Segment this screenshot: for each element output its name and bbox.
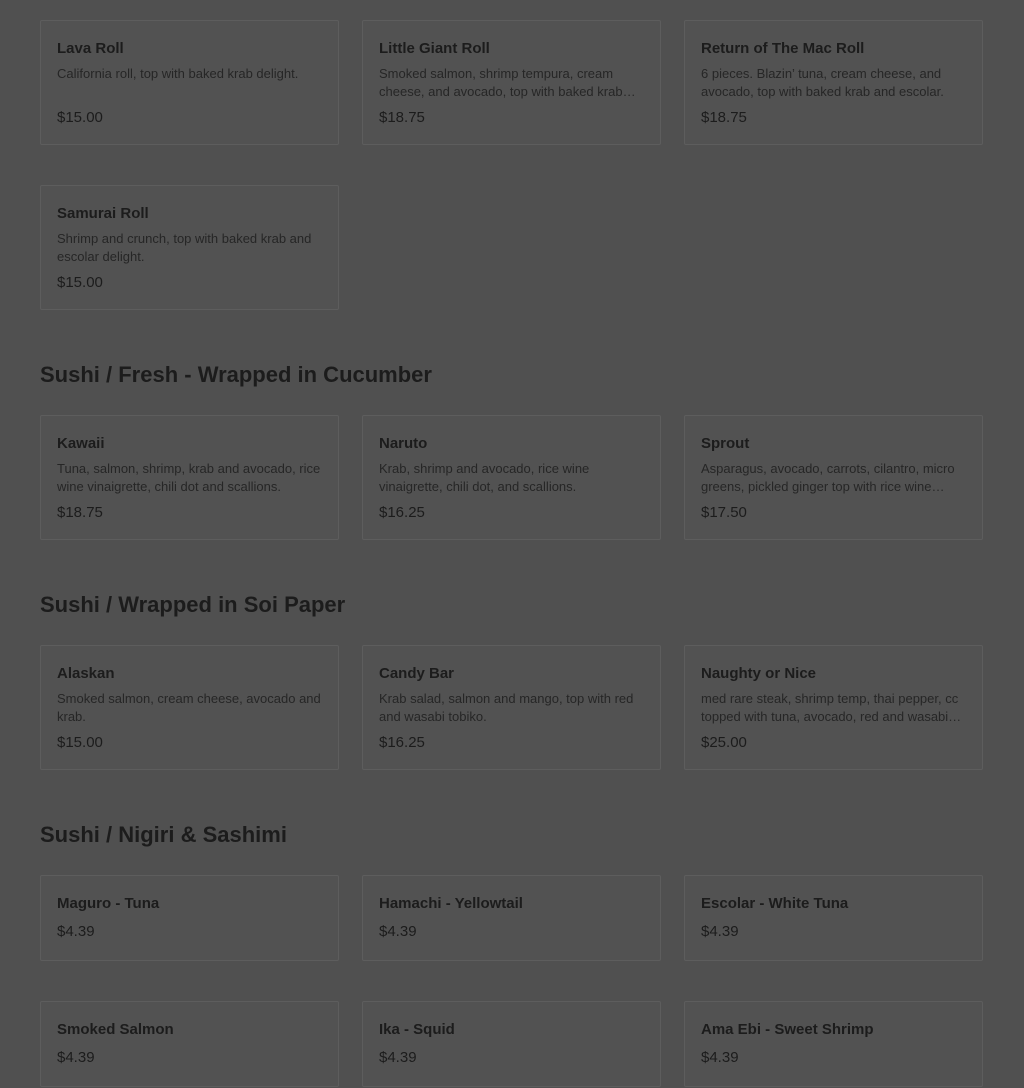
menu-item-description: Asparagus, avocado, carrots, cilantro, micro greens, pickled ginger top with rice wine xyxy=(701,461,955,494)
menu-item-card[interactable] xyxy=(684,20,983,145)
menu-item-price: $4.39 xyxy=(379,923,417,940)
menu-item-price: $17.50 xyxy=(701,504,747,521)
menu-item-card[interactable] xyxy=(40,875,339,961)
menu-item-price: $18.75 xyxy=(701,109,747,126)
menu-item-price: $4.39 xyxy=(57,1049,95,1066)
menu-item-card[interactable] xyxy=(362,415,661,540)
menu-item-price: $15.00 xyxy=(57,109,103,126)
menu-item-description: 6 pieces. Blazin’ tuna, cream cheese, and avocado, top with baked krab and escolar. xyxy=(701,66,944,99)
menu-item-card[interactable] xyxy=(684,875,983,961)
section-title: Sushi / Wrapped in Soi Paper xyxy=(40,592,346,617)
menu-item-description: Tuna, salmon, shrimp, krab and avocado, rice wine vinaigrette, chili dot and scallions. xyxy=(57,461,321,494)
menu-item-price: $15.00 xyxy=(57,734,103,751)
menu-item-price: $4.39 xyxy=(701,1049,739,1066)
menu-item-card[interactable] xyxy=(684,415,983,540)
menu-item-price: $4.39 xyxy=(701,923,739,940)
menu-item-name: Naughty or Nice xyxy=(701,665,817,682)
menu-grid-nigiri xyxy=(40,875,984,1087)
menu-item-card[interactable] xyxy=(40,415,339,540)
menu-item-card[interactable] xyxy=(362,645,661,770)
menu-item-name: Ama Ebi - Sweet Shrimp xyxy=(701,1021,874,1038)
menu-item-price: $16.25 xyxy=(379,734,425,751)
menu-item-card[interactable] xyxy=(684,1001,983,1087)
section-title: Sushi / Fresh - Wrapped in Cucumber xyxy=(40,362,432,387)
menu-item-card[interactable] xyxy=(362,20,661,145)
menu-item-card[interactable] xyxy=(40,185,339,310)
menu-item-name: Maguro - Tuna xyxy=(57,895,160,912)
menu-item-description: Smoked salmon, cream cheese, avocado and krab. xyxy=(57,691,321,724)
menu-item-description: Smoked salmon, shrimp tempura, cream cheese, and avocado, top with baked krab xyxy=(379,66,623,99)
menu-item-name: Return of The Mac Roll xyxy=(701,40,865,57)
menu-item-name: Alaskan xyxy=(57,665,115,682)
menu-item-description: Krab salad, salmon and mango, top with red and wasabi tobiko. xyxy=(379,691,634,724)
menu-item-price: $18.75 xyxy=(57,504,103,521)
section-title: Sushi / Nigiri & Sashimi xyxy=(40,822,287,847)
menu-item-card[interactable] xyxy=(362,875,661,961)
menu-item-description: Krab, shrimp and avocado, rice wine vinaigrette, chili dot, and scallions. xyxy=(379,461,590,494)
menu-item-description: Shrimp and crunch, top with baked krab and escolar delight. xyxy=(57,231,312,264)
menu-item-card[interactable] xyxy=(40,20,339,145)
menu-item-name: Escolar - White Tuna xyxy=(701,895,849,912)
menu-item-price: $16.25 xyxy=(379,504,425,521)
menu-item-name: Kawaii xyxy=(57,435,105,452)
menu-item-name: Candy Bar xyxy=(379,665,455,682)
menu-grid-rolls xyxy=(40,20,984,310)
menu-item-description: med rare steak, shrimp temp, thai pepper, cc topped with tuna, avocado, red and wasabi xyxy=(701,691,959,724)
menu-item-price: $15.00 xyxy=(57,274,103,291)
menu-item-name: Ika - Squid xyxy=(379,1021,455,1038)
menu-item-price: $4.39 xyxy=(379,1049,417,1066)
menu-item-card[interactable] xyxy=(40,1001,339,1087)
menu-grid-soi-paper xyxy=(40,645,984,770)
menu-item-name: Hamachi - Yellowtail xyxy=(379,895,523,912)
menu-item-name: Lava Roll xyxy=(57,40,124,57)
menu-item-name: Naruto xyxy=(379,435,428,452)
menu-item-name: Samurai Roll xyxy=(57,205,149,222)
menu-item-description: California roll, top with baked krab delight. xyxy=(57,66,299,81)
menu-item-price: $18.75 xyxy=(379,109,425,126)
menu-item-card[interactable] xyxy=(40,645,339,770)
menu-item-name: Smoked Salmon xyxy=(57,1021,174,1038)
menu-item-card[interactable] xyxy=(362,1001,661,1087)
menu-item-name: Little Giant Roll xyxy=(379,40,490,57)
menu-item-name: Sprout xyxy=(701,435,750,452)
menu-item-price: $25.00 xyxy=(701,734,747,751)
menu-grid-cucumber xyxy=(40,415,984,540)
menu-item-price: $4.39 xyxy=(57,923,95,940)
menu-item-card[interactable] xyxy=(684,645,983,770)
